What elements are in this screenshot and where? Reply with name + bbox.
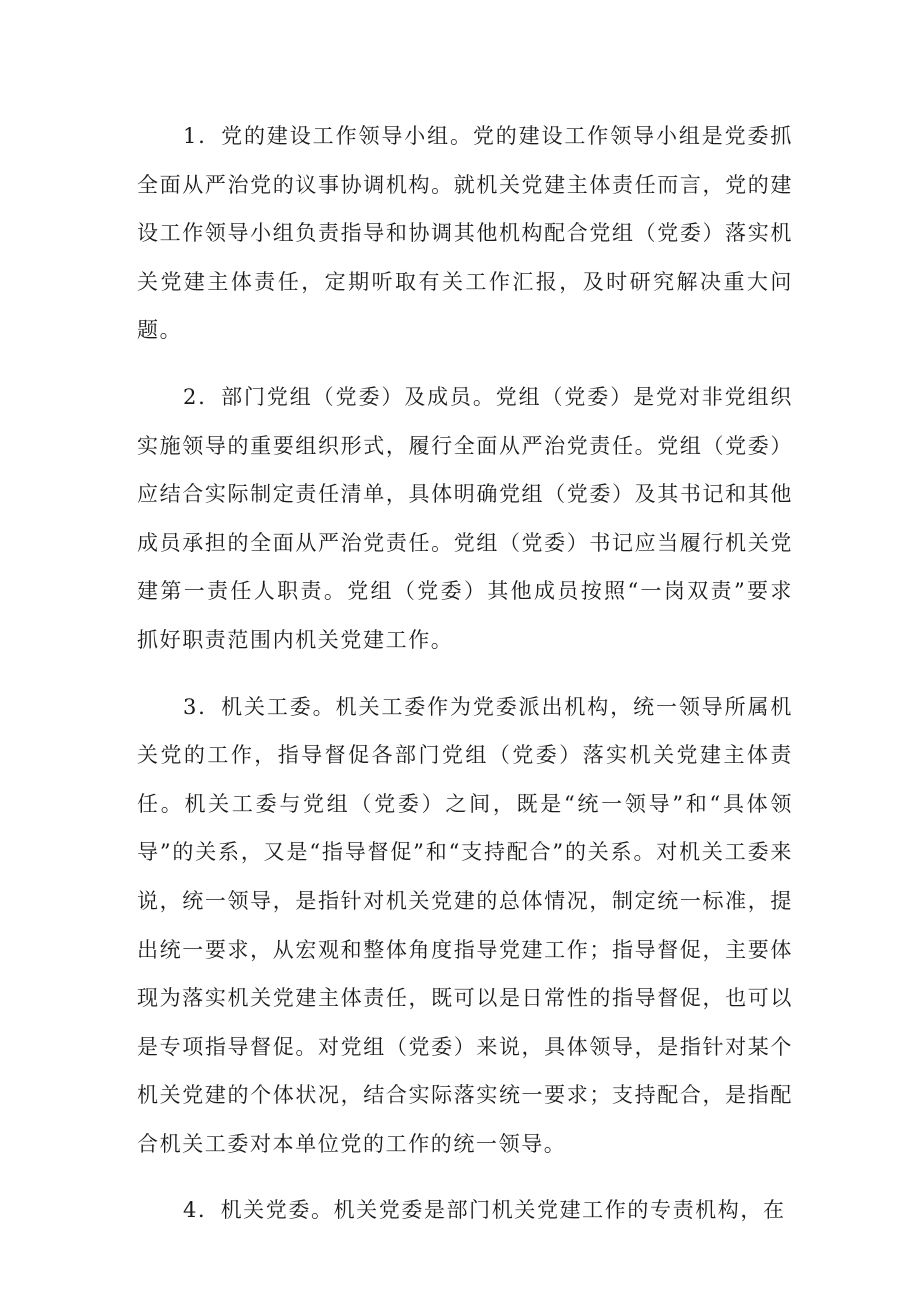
paragraph-1-number: 1 xyxy=(183,124,198,148)
paragraph-1-text: ．党的建设工作领导小组。党的建设工作领导小组是党委抓全面从严治党的议事协调机构。就机关党建主体责任而言，党的建设工作领导小组负责指导和协调其他机构配合党组（党委）落实机关党建主体责任，定期听取有关工作汇报，及时研究解决重大问题。 xyxy=(137,124,793,343)
paragraph-3 xyxy=(137,683,793,1169)
paragraph-4 xyxy=(137,1186,793,1235)
paragraph-4-text: ．机关党委。机关党委是部门机关党建工作的专责机构，在 xyxy=(197,1198,786,1223)
paragraph-3-text: ．机关工委。机关工委作为党委派出机构，统一领导所属机关党的工作，指导督促各部门党组（党委）落实机关党建主体责任。机关工委与党组（党委）之间，既是“统一领导”和“具体领导”的关系，又是“指导督促”和“支持配合”的关系。对机关工委来说，统一领导，是指针对机关党建的总体情况，制定统一标准，提出统一要求，从宏观和整体角度指导党建工作；指导督促，主要体现为落实机关党建主体责任，既可以是日常性的指导督促，也可以是专项指导督促。对党组（党委）来说，具体领导，是指针对某个机关党建的个体状况，结合实际落实统一要求；支持配合，是指配合机关工委对本单位党的工作的统一领导。 xyxy=(137,694,793,1156)
paragraph-2 xyxy=(137,373,793,665)
paragraph-2-number: 2 xyxy=(183,384,198,409)
paragraph-1 xyxy=(137,112,793,355)
paragraph-4-number: 4 xyxy=(183,1198,198,1223)
paragraph-3-number: 3 xyxy=(183,694,198,719)
document-body xyxy=(137,112,793,1235)
paragraph-2-text: ．部门党组（党委）及成员。党组（党委）是党对非党组织实施领导的重要组织形式，履行全面从严治党责任。党组（党委）应结合实际制定责任清单，具体明确党组（党委）及其书记和其他成员承担的全面从严治党责任。党组（党委）书记应当履行机关党建第一责任人职责。党组（党委）其他成员按照“一岗双责”要求抓好职责范围内机关党建工作。 xyxy=(137,384,793,652)
